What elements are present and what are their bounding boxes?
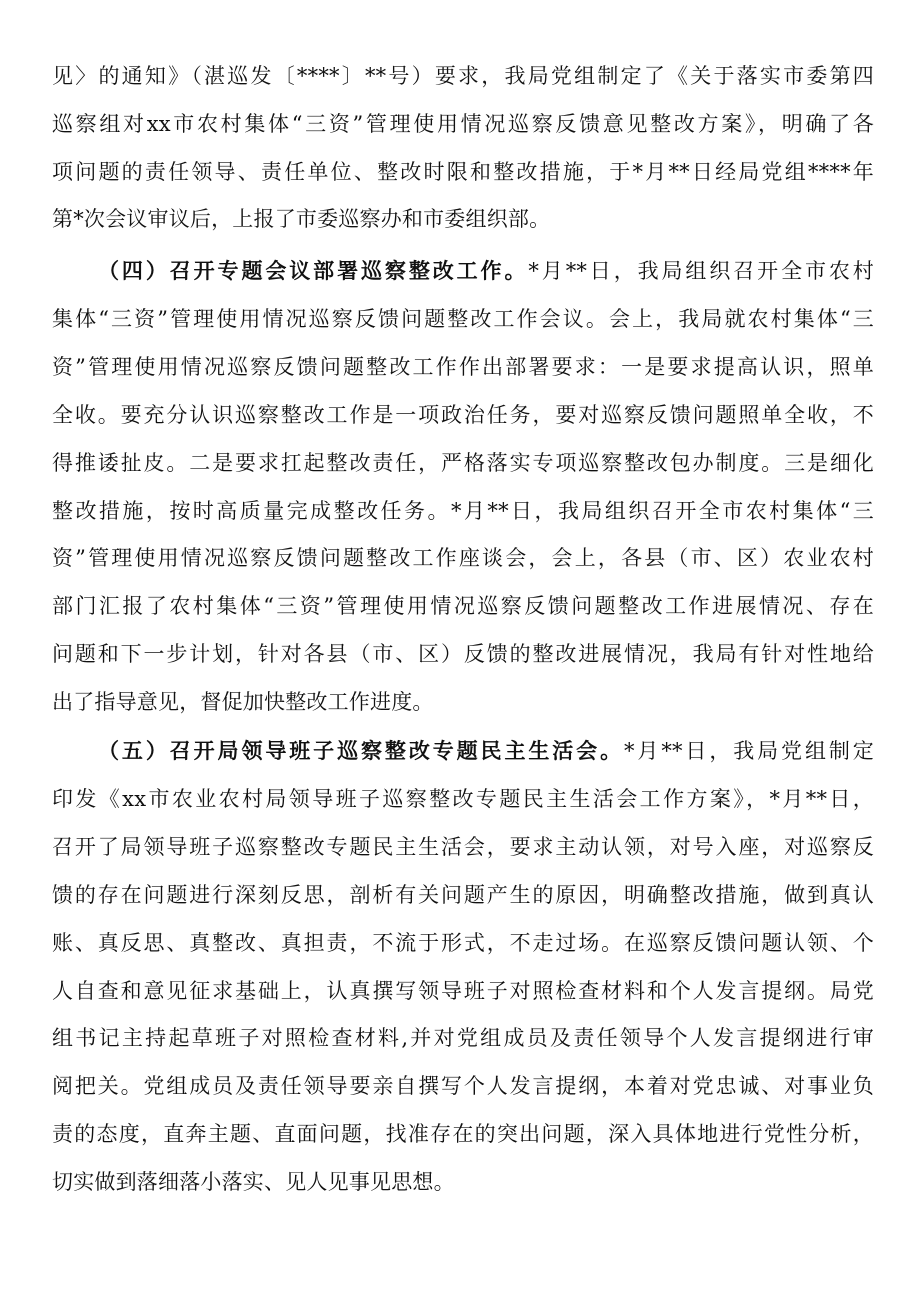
paragraph-3-line-8: 阅把关。党组成员及责任领导要亲自撰写个人发言提纲，本着对党忠诚、对事业负	[52, 1074, 874, 1098]
paragraph-3-line-1-text: *月**日，我局党组制定	[624, 739, 874, 763]
paragraph-2-line-1	[98, 251, 874, 291]
section-5-heading: （五）召开局领导班子巡察整改专题民主生活会。	[98, 739, 624, 763]
paragraph-3-line-10: 切实做到落细落小落实、见人见事见思想。	[52, 1170, 455, 1194]
paragraph-3-line-5: 账、真反思、真整改、真担责，不流于形式，不走过场。在巡察反馈问题认领、个	[52, 931, 874, 955]
paragraph-1-line-1: 见〉的通知》（湛巡发〔****〕**号）要求，我局党组制定了《关于落实市委第四	[52, 64, 874, 88]
paragraph-2-line-1-text: *月**日，我局组织召开全市农村	[528, 259, 874, 283]
paragraph-1-line-4: 第*次会议审议后，上报了市委巡察办和市委组织部。	[52, 207, 551, 231]
section-4-heading: （四）召开专题会议部署巡察整改工作。	[98, 259, 529, 283]
paragraph-3-line-7: 组书记主持起草班子对照检查材料,并对党组成员及责任领导个人发言提纲进行审	[52, 1026, 874, 1050]
paragraph-2-line-3: 资”管理使用情况巡察反馈问题整改工作作出部署要求：一是要求提高认识，照单	[52, 355, 874, 379]
paragraph-3-line-4: 馈的存在问题进行深刻反思，剖析有关问题产生的原因，明确整改措施，做到真认	[52, 883, 874, 907]
paragraph-2-line-2: 集体“三资”管理使用情况巡察反馈问题整改工作会议。会上，我局就农村集体“三	[52, 307, 874, 331]
paragraph-3-line-6: 人自查和意见征求基础上，认真撰写领导班子对照检查材料和个人发言提纲。局党	[52, 979, 874, 1003]
paragraph-3-line-2: 印发《xx市农业农村局领导班子巡察整改专题民主生活会工作方案》，*月**日，	[52, 787, 874, 811]
paragraph-3-line-1	[98, 731, 874, 771]
paragraph-1-line-2: 巡察组对xx市农村集体“三资”管理使用情况巡察反馈意见整改方案》，明确了各	[52, 112, 874, 136]
paragraph-2-line-4: 全收。要充分认识巡察整改工作是一项政治任务，要对巡察反馈问题照单全收，不	[52, 403, 874, 427]
paragraph-2-line-10: 出了指导意见，督促加快整改工作进度。	[52, 690, 434, 714]
paragraph-3-line-3: 召开了局领导班子巡察整改专题民主生活会，要求主动认领，对号入座，对巡察反	[52, 835, 874, 859]
paragraph-2-line-9: 问题和下一步计划，针对各县（市、区）反馈的整改进展情况，我局有针对性地给	[52, 642, 874, 666]
paragraph-2-line-7: 资”管理使用情况巡察反馈问题整改工作座谈会，会上，各县（市、区）农业农村	[52, 546, 874, 570]
paragraph-3-line-9: 责的态度，直奔主题、直面问题，找准存在的突出问题，深入具体地进行党性分析，	[52, 1122, 874, 1146]
paragraph-2-line-6: 整改措施，按时高质量完成整改任务。*月**日，我局组织召开全市农村集体“三	[52, 499, 874, 523]
paragraph-2-line-8: 部门汇报了农村集体“三资”管理使用情况巡察反馈问题整改工作进展情况、存在	[52, 594, 874, 618]
paragraph-2-line-5: 得推诿扯皮。二是要求扛起整改责任，严格落实专项巡察整改包办制度。三是细化	[52, 451, 874, 475]
paragraph-1-line-3: 项问题的责任领导、责任单位、整改时限和整改措施，于*月**日经局党组****年	[52, 160, 875, 184]
